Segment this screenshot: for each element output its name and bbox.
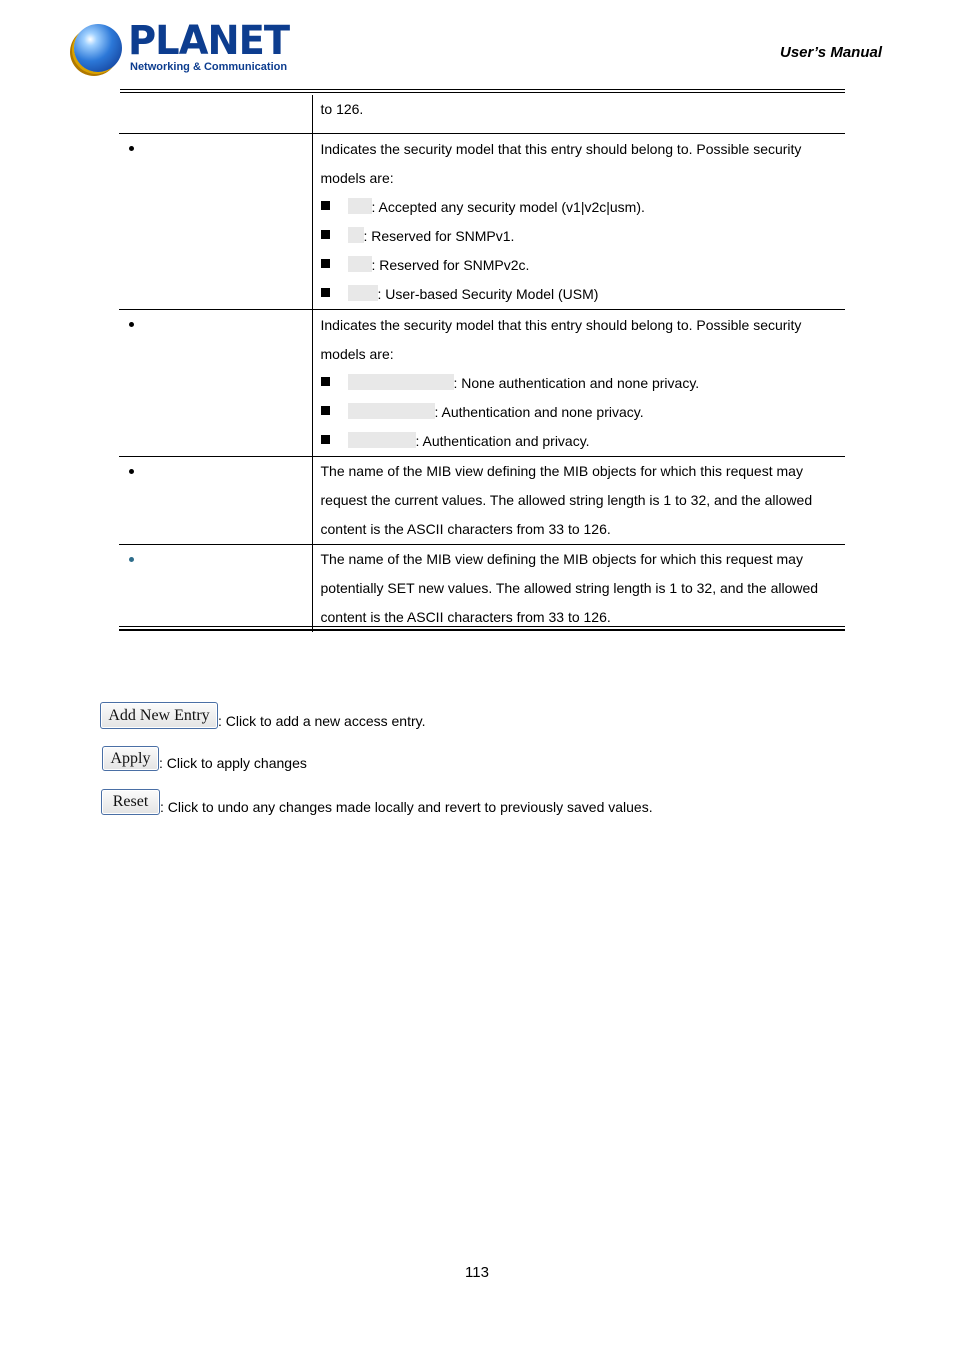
brand-name: PLANET [128, 18, 290, 64]
redacted-value [348, 403, 435, 419]
globe-icon [74, 24, 122, 72]
object-cell [119, 544, 312, 632]
brand-tagline: Networking & Communication [130, 61, 288, 73]
list-item: : Reserved for SNMPv2c. [321, 251, 840, 280]
description-line: request the current values. The allowed string length is 1 to 32, and the allowed [320, 491, 813, 508]
object-cell [119, 456, 312, 544]
square-bullet-icon [321, 435, 330, 444]
table-row [119, 133, 845, 309]
redacted-value [348, 374, 454, 390]
object-cell [119, 133, 312, 309]
square-bullet-icon [321, 406, 330, 415]
square-bullet-icon [321, 230, 330, 239]
list-item: : Authentication and privacy. [321, 427, 840, 456]
add-entry-line [100, 702, 426, 729]
description-line: content is the ASCII characters from 33 to 126. [320, 608, 611, 625]
parameter-table [119, 95, 845, 632]
redacted-value [348, 285, 378, 301]
list-item: : Accepted any security model (v1|v2c|usm). [321, 193, 840, 222]
redacted-value [348, 227, 364, 243]
list-item: : User-based Security Model (USM) [321, 280, 840, 309]
table-row [119, 95, 845, 133]
page-number: 113 [465, 1264, 489, 1281]
bullet-icon [129, 322, 134, 327]
apply-line [102, 746, 307, 771]
square-bullet-icon [321, 288, 330, 297]
header-rule-bottom [120, 92, 845, 93]
apply-button[interactable]: Apply [102, 746, 159, 771]
table-row [119, 544, 845, 632]
table-bottom-rule-thick [119, 629, 845, 631]
manual-title: User’s Manual [780, 44, 882, 61]
description-cell [312, 309, 845, 456]
bullet-icon [129, 557, 134, 562]
object-cell [119, 95, 312, 133]
redacted-value [348, 256, 372, 272]
description-line: potentially SET new values. The allowed string length is 1 to 32, and the allowed [320, 579, 819, 596]
list-item: : None authentication and none privacy. [321, 369, 840, 398]
add-entry-description: : Click to add a new access entry. [218, 713, 426, 729]
reset-description: : Click to undo any changes made locally and revert to previously saved values. [160, 799, 653, 815]
apply-description: : Click to apply changes [159, 755, 307, 771]
reset-line [101, 789, 653, 815]
description-cell [312, 544, 845, 632]
description-line: models are: [320, 345, 394, 362]
description-line: to 126. [320, 101, 364, 117]
redacted-value [348, 198, 372, 214]
table-row [119, 309, 845, 456]
description-cell [312, 95, 845, 133]
square-bullet-icon [321, 377, 330, 386]
list-item: : Authentication and none privacy. [321, 398, 840, 427]
description-line: Indicates the security model that this entry should belong to. Possible security [320, 316, 802, 333]
square-bullet-icon [321, 259, 330, 268]
description-line: The name of the MIB view defining the MIB objects for which this request may [320, 550, 803, 567]
table-bottom-rule [119, 626, 845, 627]
square-bullet-icon [321, 201, 330, 210]
reset-button[interactable]: Reset [101, 789, 160, 815]
redacted-value [348, 432, 416, 448]
description-cell [312, 133, 845, 309]
header-rule-top [120, 89, 845, 90]
description-cell [312, 456, 845, 544]
description-line: models are: [320, 169, 394, 186]
description-line: The name of the MIB view defining the MIB objects for which this request may [320, 462, 803, 479]
description-line: content is the ASCII characters from 33 to 126. [320, 520, 611, 537]
list-item: : Reserved for SNMPv1. [321, 222, 840, 251]
object-cell [119, 309, 312, 456]
bullet-icon [129, 146, 134, 151]
planet-logo [74, 18, 290, 78]
table-row [119, 456, 845, 544]
bullet-icon [129, 469, 134, 474]
description-line: Indicates the security model that this entry should belong to. Possible security [320, 140, 802, 157]
add-new-entry-button[interactable]: Add New Entry [100, 702, 218, 729]
